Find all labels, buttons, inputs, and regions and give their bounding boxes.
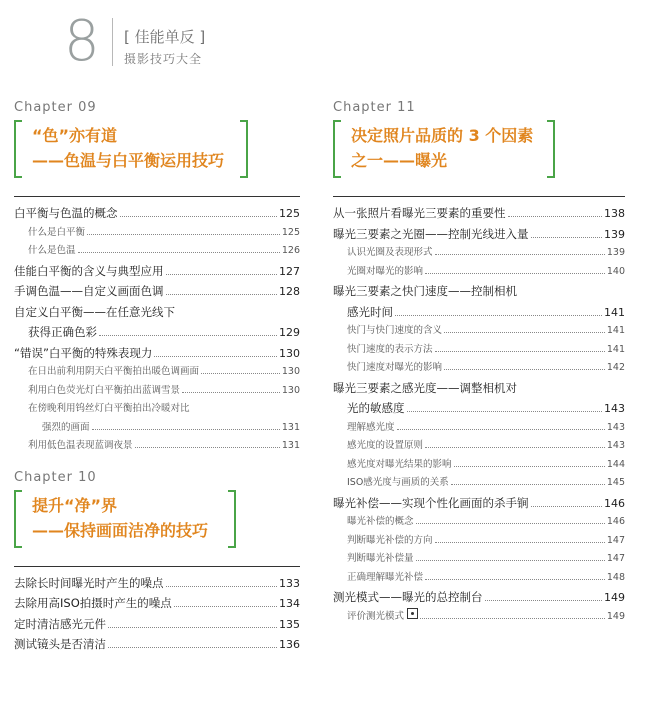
toc-entries-ch11	[333, 203, 625, 626]
chapter-11-heading	[333, 100, 625, 186]
chapter-label: Chapter 10	[14, 469, 97, 485]
toc-entry-continued[interactable]: 光的敏感度 143	[347, 401, 625, 415]
toc-entry[interactable]: 曝光三要素之光圈——控制光线进入量 139	[333, 226, 625, 241]
toc-subentry[interactable]: 什么是色温 126	[28, 245, 300, 256]
toc-subentry[interactable]: 感光度对曝光结果的影响 144	[347, 458, 625, 470]
toc-subentry[interactable]: 评价测光模式 149	[333, 608, 625, 627]
chapter-label: Chapter 11	[333, 100, 416, 115]
toc-subentry-continued[interactable]: 强烈的画面 131	[42, 421, 300, 433]
section-divider	[14, 566, 300, 567]
chapter-title-line1: 提升“净”界	[32, 495, 118, 515]
frame-left-bracket	[333, 120, 341, 178]
section-divider	[333, 196, 625, 197]
toc-subentry[interactable]: 曝光补偿的概念 146	[347, 516, 625, 527]
toc-entry[interactable]: 定时清洁感光元件 135	[14, 616, 300, 631]
toc-right-column	[333, 100, 625, 626]
toc-subentry[interactable]: 快门速度对曝光的影响 142	[347, 362, 625, 373]
toc-subentry[interactable]: 理解感光度 143	[347, 421, 625, 433]
chapter-title-frame	[14, 120, 248, 178]
toc-entry[interactable]: 曝光补偿——实现个性化画面的杀手锏 146	[333, 495, 625, 510]
frame-right-bracket	[547, 120, 555, 178]
chapter-10-heading	[14, 470, 300, 556]
toc-entry[interactable]: 白平衡与色温的概念 125	[14, 206, 300, 220]
series-title: [ 佳能单反 ]	[124, 28, 206, 46]
toc-subentry[interactable]: 光圈对曝光的影响 140	[347, 265, 625, 277]
toc-entry[interactable]: 去除长时间曝光时产生的噪点 133	[14, 575, 300, 590]
chapter-title-line2: 之一——曝光	[351, 151, 448, 170]
toc-entry[interactable]: 手调色温——自定义画面色调 128	[14, 284, 300, 298]
book-subtitle: 摄影技巧大全	[124, 52, 203, 66]
chapter-title-line1: 决定照片品质的 3 个因素	[351, 126, 534, 145]
toc-subentry[interactable]: 快门与快门速度的含义 141	[347, 325, 625, 336]
toc-subentry[interactable]: 感光度的设置原则 143	[347, 440, 625, 451]
toc-entry[interactable]: 去除用高ISO拍摄时产生的噪点 134	[14, 596, 300, 610]
toc-entries-ch10	[14, 573, 300, 655]
toc-entry[interactable]: 从一张照片看曝光三要素的重要性 138	[333, 206, 625, 220]
frame-right-bracket	[228, 490, 236, 548]
chapter-title-line1: “色”亦有道	[32, 126, 118, 145]
chapter-title-frame	[14, 490, 236, 548]
frame-left-bracket	[14, 120, 22, 178]
header-divider	[112, 18, 113, 66]
toc-subentry[interactable]: 在日出前利用阴天白平衡拍出暖色调画面 130	[28, 366, 300, 377]
toc-entry-continued[interactable]: 获得正确色彩 129	[28, 325, 300, 339]
evaluative-metering-icon	[407, 608, 418, 619]
toc-subentry[interactable]: 判断曝光补偿的方向 147	[347, 534, 625, 546]
chapter-title-line2: ——色温与白平衡运用技巧	[32, 151, 225, 170]
toc-subentry[interactable]: 认识光圈及表现形式 139	[347, 247, 625, 258]
book-volume-number: 8	[64, 9, 98, 74]
toc-entry[interactable]: 曝光三要素之感光度——调整相机对	[333, 380, 517, 395]
chapter-title-frame	[333, 120, 555, 178]
toc-entry-continued[interactable]: 感光时间 141	[347, 304, 625, 319]
toc-subentry[interactable]: 利用低色温表现蓝调夜景 131	[28, 440, 300, 451]
toc-subentry[interactable]: 什么是白平衡 125	[28, 226, 300, 238]
section-divider	[14, 196, 300, 197]
frame-right-bracket	[240, 120, 248, 178]
toc-entry[interactable]: 测试镜头是否清洁 136	[14, 637, 300, 651]
toc-entry[interactable]: 佳能白平衡的含义与典型应用 127	[14, 263, 300, 278]
toc-entry[interactable]: “错误”白平衡的特殊表现力 130	[14, 345, 300, 360]
chapter-title-line2: ——保持画面洁净的技巧	[32, 520, 209, 540]
toc-subentry[interactable]: ISO感光度与画质的关系 145	[347, 477, 625, 488]
toc-entry[interactable]: 自定义白平衡——在任意光线下	[14, 304, 175, 319]
toc-entry[interactable]: 曝光三要素之快门速度——控制相机	[333, 284, 517, 298]
toc-subentry[interactable]: 在傍晚利用钨丝灯白平衡拍出冷暖对比	[28, 403, 190, 414]
toc-subentry[interactable]: 正确理解曝光补偿 148	[347, 571, 625, 583]
toc-subentry[interactable]: 快门速度的表示方法 141	[347, 343, 625, 355]
toc-left-column	[14, 100, 300, 655]
toc-entries-ch09	[14, 203, 300, 456]
chapter-09-heading	[14, 100, 300, 186]
toc-subentry[interactable]: 利用白色荧光灯白平衡拍出蓝调雪景 130	[28, 384, 300, 396]
frame-left-bracket	[14, 490, 22, 548]
chapter-label: Chapter 09	[14, 100, 97, 115]
toc-entry[interactable]: 测光模式——曝光的总控制台 149	[333, 590, 625, 604]
toc-subentry[interactable]: 判断曝光补偿量 147	[347, 553, 625, 564]
